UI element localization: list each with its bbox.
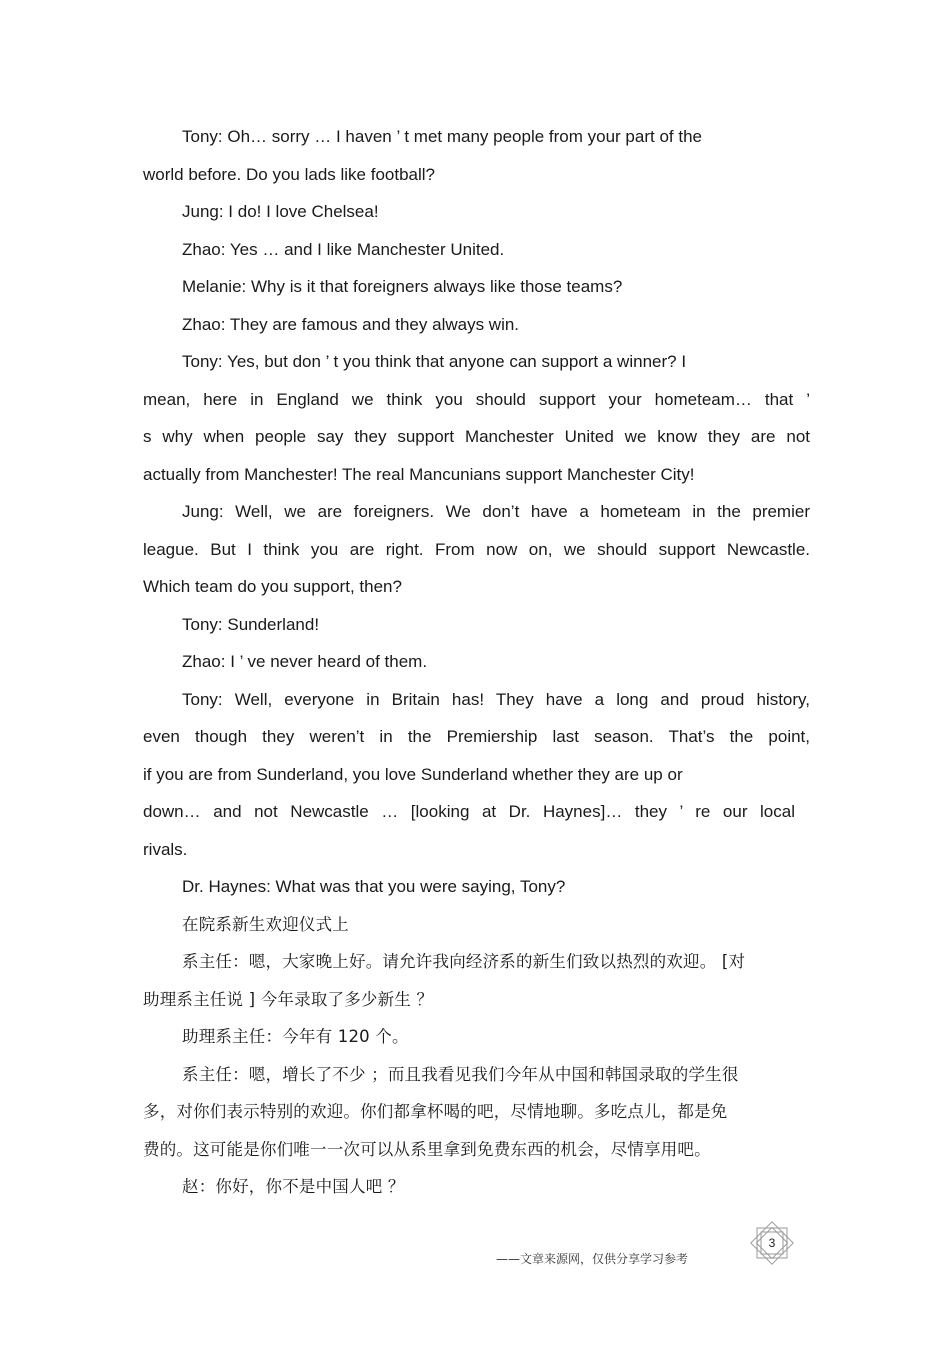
footer-note: ——文章来源网，仅供分享学习参考 xyxy=(496,1252,689,1266)
text-line: league. But I think you are right. From now on, we should support Newcastle. xyxy=(143,539,810,559)
text-line: world before. Do you lads like football? xyxy=(143,164,435,184)
text-line: 多，对你们表示特别的欢迎。你们都拿杯喝的吧，尽情地聊。多吃点儿，都是免 xyxy=(143,1102,728,1121)
text-line: Jung: I do! I love Chelsea! xyxy=(182,202,379,221)
text-line: 系主任：嗯，增长了不少 ；而且我看见我们今年从中国和韩国录取的学生很 xyxy=(182,1064,739,1084)
text-line: rivals. xyxy=(143,839,188,859)
text-line: down… and not Newcastle … [looking at Dr. Haynes]… they ’ re our local xyxy=(143,802,795,821)
page-number: 3 xyxy=(768,1236,776,1250)
text-line: Zhao: They are famous and they always win. xyxy=(182,314,520,334)
text-line: 在院系新生欢迎仪式上 xyxy=(182,914,349,934)
text-line: Zhao: Yes … and I like Manchester United. xyxy=(182,239,505,259)
text-line: mean, here in England we think you should support your hometeam… that ’ xyxy=(143,389,810,409)
text-line: even though they weren’t in the Premiership last season. That’s the point, xyxy=(143,727,810,746)
text-line: if you are from Sunderland, you love Sunderland whether they are up or xyxy=(143,764,683,784)
text-line: Which team do you support, then? xyxy=(143,577,402,596)
text-line: Dr. Haynes: What was that you were saying, Tony? xyxy=(182,877,566,896)
text-line: 助理系主任说 ] 今年录取了多少新生 ？ xyxy=(143,989,434,1009)
text-line: Jung: Well, we are foreigners. We don’t have a hometeam in the premier xyxy=(182,502,810,521)
page-number-badge xyxy=(748,1219,796,1267)
text-line: Tony: Well, everyone in Britain has! They have a long and proud history, xyxy=(182,689,810,709)
text-line: 费的。这可能是你们唯一一次可以从系里拿到免费东西的机会，尽情享用吧。 xyxy=(143,1139,711,1159)
text-line: 赵：你好，你不是中国人吧 ？ xyxy=(182,1177,405,1196)
text-line: actually from Manchester! The real Mancunians support Manchester City! xyxy=(143,464,695,484)
text-line: Tony: Oh… sorry … I haven ’ t met many people from your part of the xyxy=(182,127,702,146)
dialogue-text xyxy=(143,118,810,1206)
text-line: Tony: Sunderland! xyxy=(182,614,320,634)
text-line: 系主任：嗯，大家晚上好。请允许我向经济系的新生们致以热烈的欢迎。 [对 xyxy=(182,952,746,971)
text-line: 助理系主任：今年有 120 个。 xyxy=(182,1027,409,1046)
text-line: s why when people say they support Manchester United we know they are not xyxy=(143,427,810,446)
text-line: Zhao: I ’ ve never heard of them. xyxy=(182,652,428,671)
text-line: Tony: Yes, but don ’ t you think that anyone can support a winner? I xyxy=(182,352,687,371)
text-line: Melanie: Why is it that foreigners always like those teams? xyxy=(182,277,623,296)
